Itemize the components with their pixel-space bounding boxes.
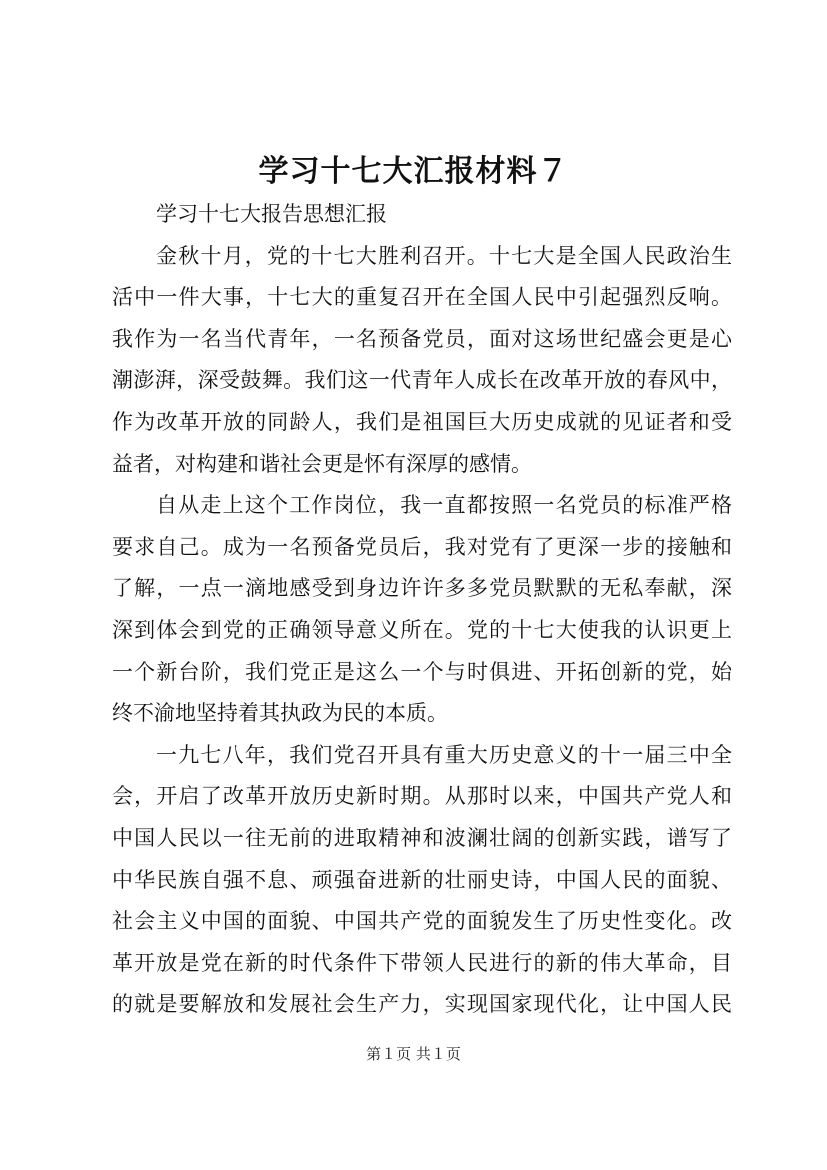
text-line: 一个新台阶，我们党正是这么一个与时俱进、开拓创新的党，始 <box>112 659 732 684</box>
document-body <box>112 194 732 1026</box>
page-footer: 第１页 共１页 <box>366 1045 461 1063</box>
text-line: 社会主义中国的面貌、中国共产党的面貌发生了历史性变化。改 <box>112 909 732 934</box>
text-line: 了解，一点一滴地感受到身边许许多多党员默默的无私奉献，深 <box>112 576 732 601</box>
text-line: 金秋十月，党的十七大胜利召开。十七大是全国人民政治生 <box>156 243 732 268</box>
text-line: 会，开启了改革开放历史新时期。从那时以来，中国共产党人和 <box>112 784 732 809</box>
text-line: 学习十七大报告思想汇报 <box>156 202 387 226</box>
text-line: 作为改革开放的同龄人，我们是祖国巨大历史成就的见证者和受 <box>112 409 732 434</box>
text-line: 一九七八年，我们党召开具有重大历史意义的十一届三中全 <box>156 742 732 767</box>
text-line: 的就是要解放和发展社会生产力，实现国家现代化，让中国人民 <box>112 992 732 1017</box>
text-line: 自从走上这个工作岗位，我一直都按照一名党员的标准严格 <box>156 493 732 518</box>
text-line: 益者，对构建和谐社会更是怀有深厚的感情。 <box>112 451 532 476</box>
text-line: 深到体会到党的正确领导意义所在。党的十七大使我的认识更上 <box>112 617 732 642</box>
text-line: 中国人民以一往无前的进取精神和波澜壮阔的创新实践，谱写了 <box>112 825 732 850</box>
text-line: 终不渝地坚持着其执政为民的本质。 <box>112 701 448 726</box>
text-line: 潮澎湃，深受鼓舞。我们这一代青年人成长在改革开放的春风中， <box>112 368 732 393</box>
text-line: 我作为一名当代青年，一名预备党员，面对这场世纪盛会更是心 <box>112 326 732 351</box>
text-line: 中华民族自强不息、顽强奋进新的壮丽史诗，中国人民的面貌、 <box>112 867 732 892</box>
text-line: 革开放是党在新的时代条件下带领人民进行的新的伟大革命，目 <box>112 950 732 975</box>
document-title: 学习十七大汇报材料７ <box>258 154 569 189</box>
text-line: 要求自己。成为一名预备党员后，我对党有了更深一步的接触和 <box>112 534 732 559</box>
text-line: 活中一件大事，十七大的重复召开在全国人民中引起强烈反响。 <box>112 285 732 310</box>
